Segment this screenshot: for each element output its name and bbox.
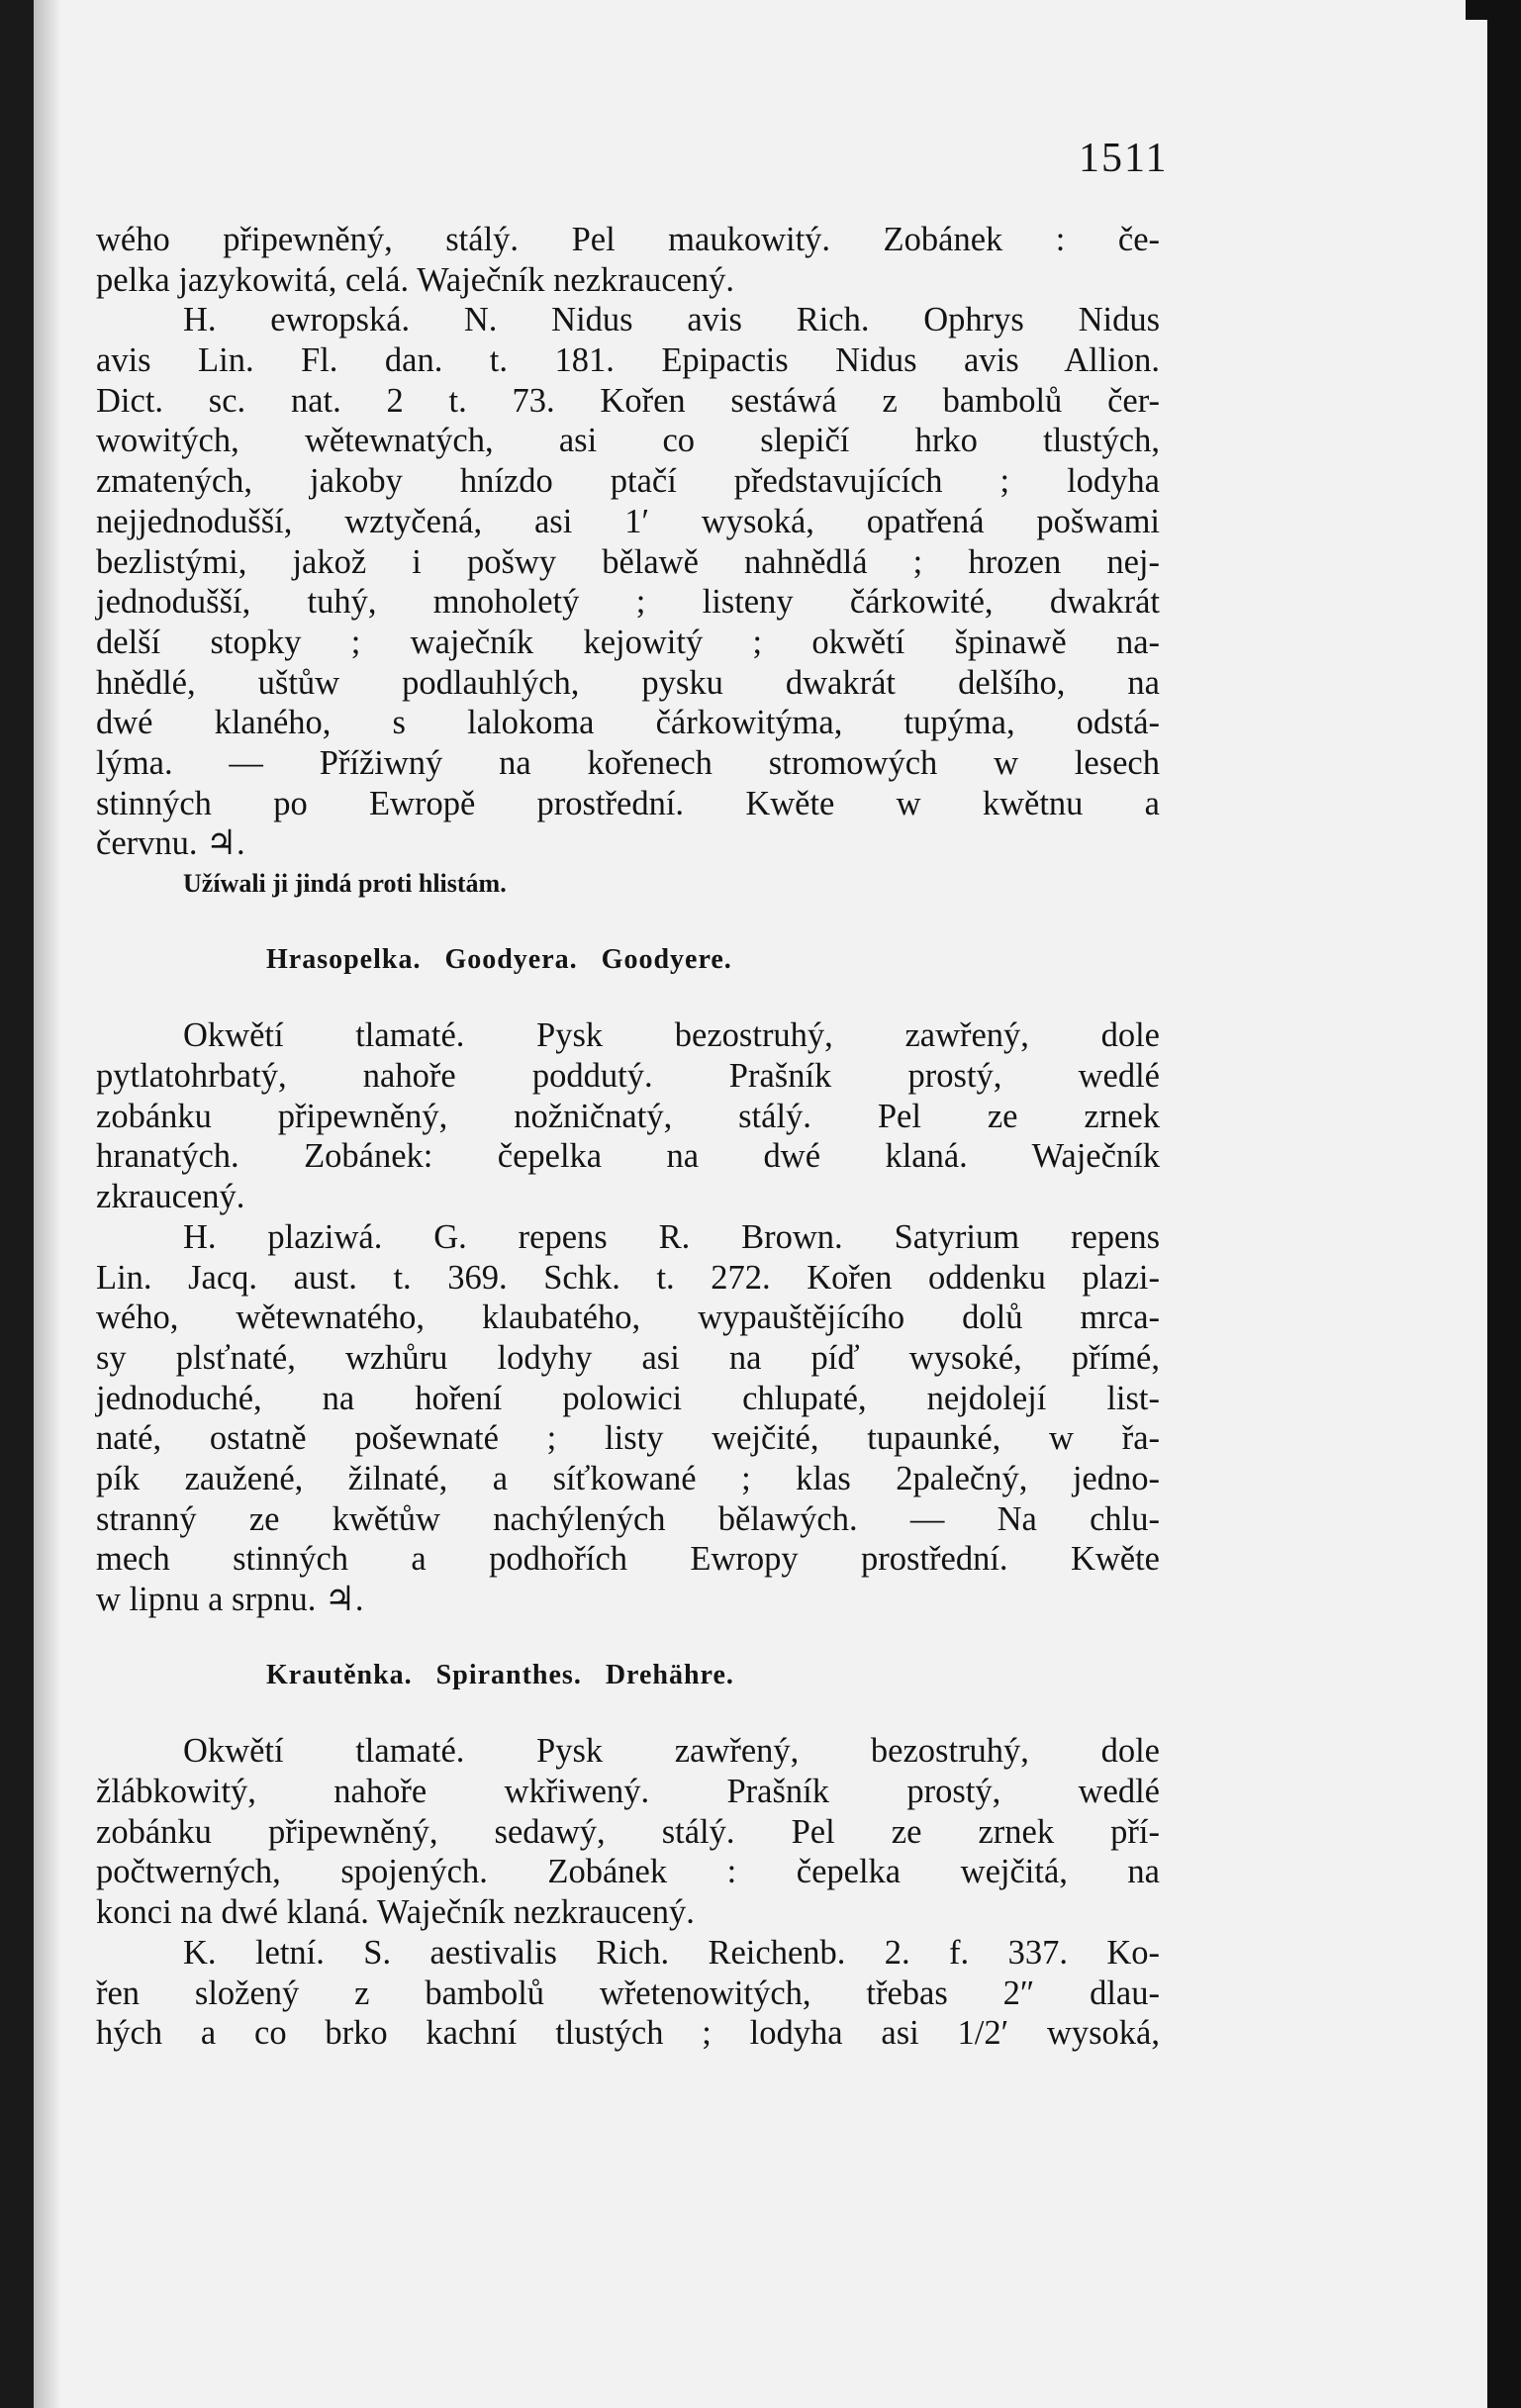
text-line: zmatených, jakoby hnízdo ptačí představujících ; lodyha (96, 462, 1160, 501)
corner-mark (1466, 0, 1487, 20)
usage-note: Užíwali ji jindá proti hlistám. (183, 869, 507, 898)
text-line: hnědlé, uštůw podlauhlých, pysku dwakrát delšího, na (96, 663, 1160, 702)
genus-heading-goodyera: Hrasopelka. Goodyera. Goodyere. (266, 943, 732, 975)
text-line: jednodušší, tuhý, mnoholetý ; listeny čárkowité, dwakrát (96, 583, 1160, 622)
text-line: zobánku připewněný, sedawý, stálý. Pel ze zrnek pří- (96, 1812, 1160, 1851)
text-line: lýma. — Přížiwný na kořenech stromowých w lesech (96, 743, 1160, 782)
text-line: delší stopky ; waječník kejowitý ; okwětí špinawě na- (96, 623, 1160, 661)
text-line: wowitých, wětewnatých, asi co slepičí hrko tlustých, (96, 422, 1160, 460)
text-line: Okwětí tlamaté. Pysk zawřený, bezostruhý, dole (183, 1732, 1160, 1771)
text-line: H. ewropská. N. Nidus avis Rich. Ophrys Nidus (183, 301, 1160, 339)
text-line: pelka jazykowitá, celá. Waječník nezkraucený. (96, 260, 735, 299)
text-line: žlábkowitý, nahoře wkřiwený. Prašník prostý, wedlé (96, 1773, 1160, 1811)
page-number: 1511 (1079, 136, 1169, 181)
text-line: stinných po Ewropě prostřední. Kwěte w kwětnu a (96, 784, 1160, 822)
text-line: wého, wětewnatého, klaubatého, wypauštějícího dolů mrca- (96, 1299, 1160, 1337)
text-line: zkraucený. (96, 1178, 245, 1216)
text-line: wého připewněný, stálý. Pel maukowitý. Zobánek : če- (96, 221, 1160, 258)
text-line: dwé klaného, s lalokoma čárkowitýma, tupýma, odstá- (96, 704, 1160, 742)
text-line: naté, ostatně pošewnaté ; listy wejčité, tupaunké, w řa- (96, 1419, 1160, 1458)
right-scan-edge (1487, 0, 1521, 2408)
text-line: Okwětí tlamaté. Pysk bezostruhý, zawřený, dole (183, 1016, 1160, 1055)
text-line: Lin. Jacq. aust. t. 369. Schk. t. 272. Kořen oddenku plazi- (96, 1258, 1160, 1297)
text-line: pík zaužené, žilnaté, a síťkowané ; klas 2palečný, jedno- (96, 1459, 1160, 1497)
text-line: nejjednodušší, wztyčená, asi 1′ wysoká, opatřená pošwami (96, 502, 1160, 540)
left-scan-edge (0, 0, 34, 2408)
page-text (96, 220, 1160, 2054)
text-line: konci na dwé klaná. Waječník nezkraucený. (96, 1893, 695, 1932)
text-line: zobánku připewněný, nožničnatý, stálý. Pel ze zrnek (96, 1097, 1160, 1135)
text-line: H. plaziwá. G. repens R. Brown. Satyrium repens (183, 1217, 1160, 1256)
text-line: řen složený z bambolů wřetenowitých, třebas 2″ dlau- (96, 1974, 1160, 2012)
text-line: avis Lin. Fl. dan. t. 181. Epipactis Nidus avis Allion. (96, 341, 1160, 380)
text-line: počtwerných, spojených. Zobánek : čepelka wejčitá, na (96, 1853, 1160, 1891)
text-line: jednoduché, na hoření polowici chlupaté, nejdolejí list- (96, 1379, 1160, 1417)
text-line: červnu. ♃. (96, 824, 245, 863)
paragraph-spiranthes (96, 1731, 1160, 2054)
text-line: pytlatohrbatý, nahoře poddutý. Prašník prostý, wedlé (96, 1057, 1160, 1096)
text-line: w lipnu a srpnu. ♃. (96, 1581, 364, 1618)
text-line: hých a co brko kachní tlustých ; lodyha asi 1/2′ wysoká, (96, 2014, 1160, 2053)
text-line: bezlistými, jakož i pošwy bělawě nahnědlá ; hrozen nej- (96, 542, 1160, 581)
text-line: stranný ze kwětůw nachýlených bělawých. — Na chlu- (96, 1499, 1160, 1538)
paragraph-neottia (96, 220, 1160, 864)
genus-heading-spiranthes: Krautěnka. Spiranthes. Drehähre. (266, 1659, 734, 1690)
text-line: sy plsťnaté, wzhůru lodyhy asi na píď wysoké, přímé, (96, 1338, 1160, 1377)
text-line: K. letní. S. aestivalis Rich. Reichenb. 2. f. 337. Ko- (183, 1933, 1160, 1972)
text-line: hranatých. Zobánek: čepelka na dwé klaná. Waječník (96, 1137, 1160, 1176)
text-line: mech stinných a podhořích Ewropy prostřední. Kwěte (96, 1540, 1160, 1579)
paragraph-goodyera (96, 1015, 1160, 1619)
text-line: Dict. sc. nat. 2 t. 73. Kořen sestáwá z bambolů čer- (96, 381, 1160, 420)
